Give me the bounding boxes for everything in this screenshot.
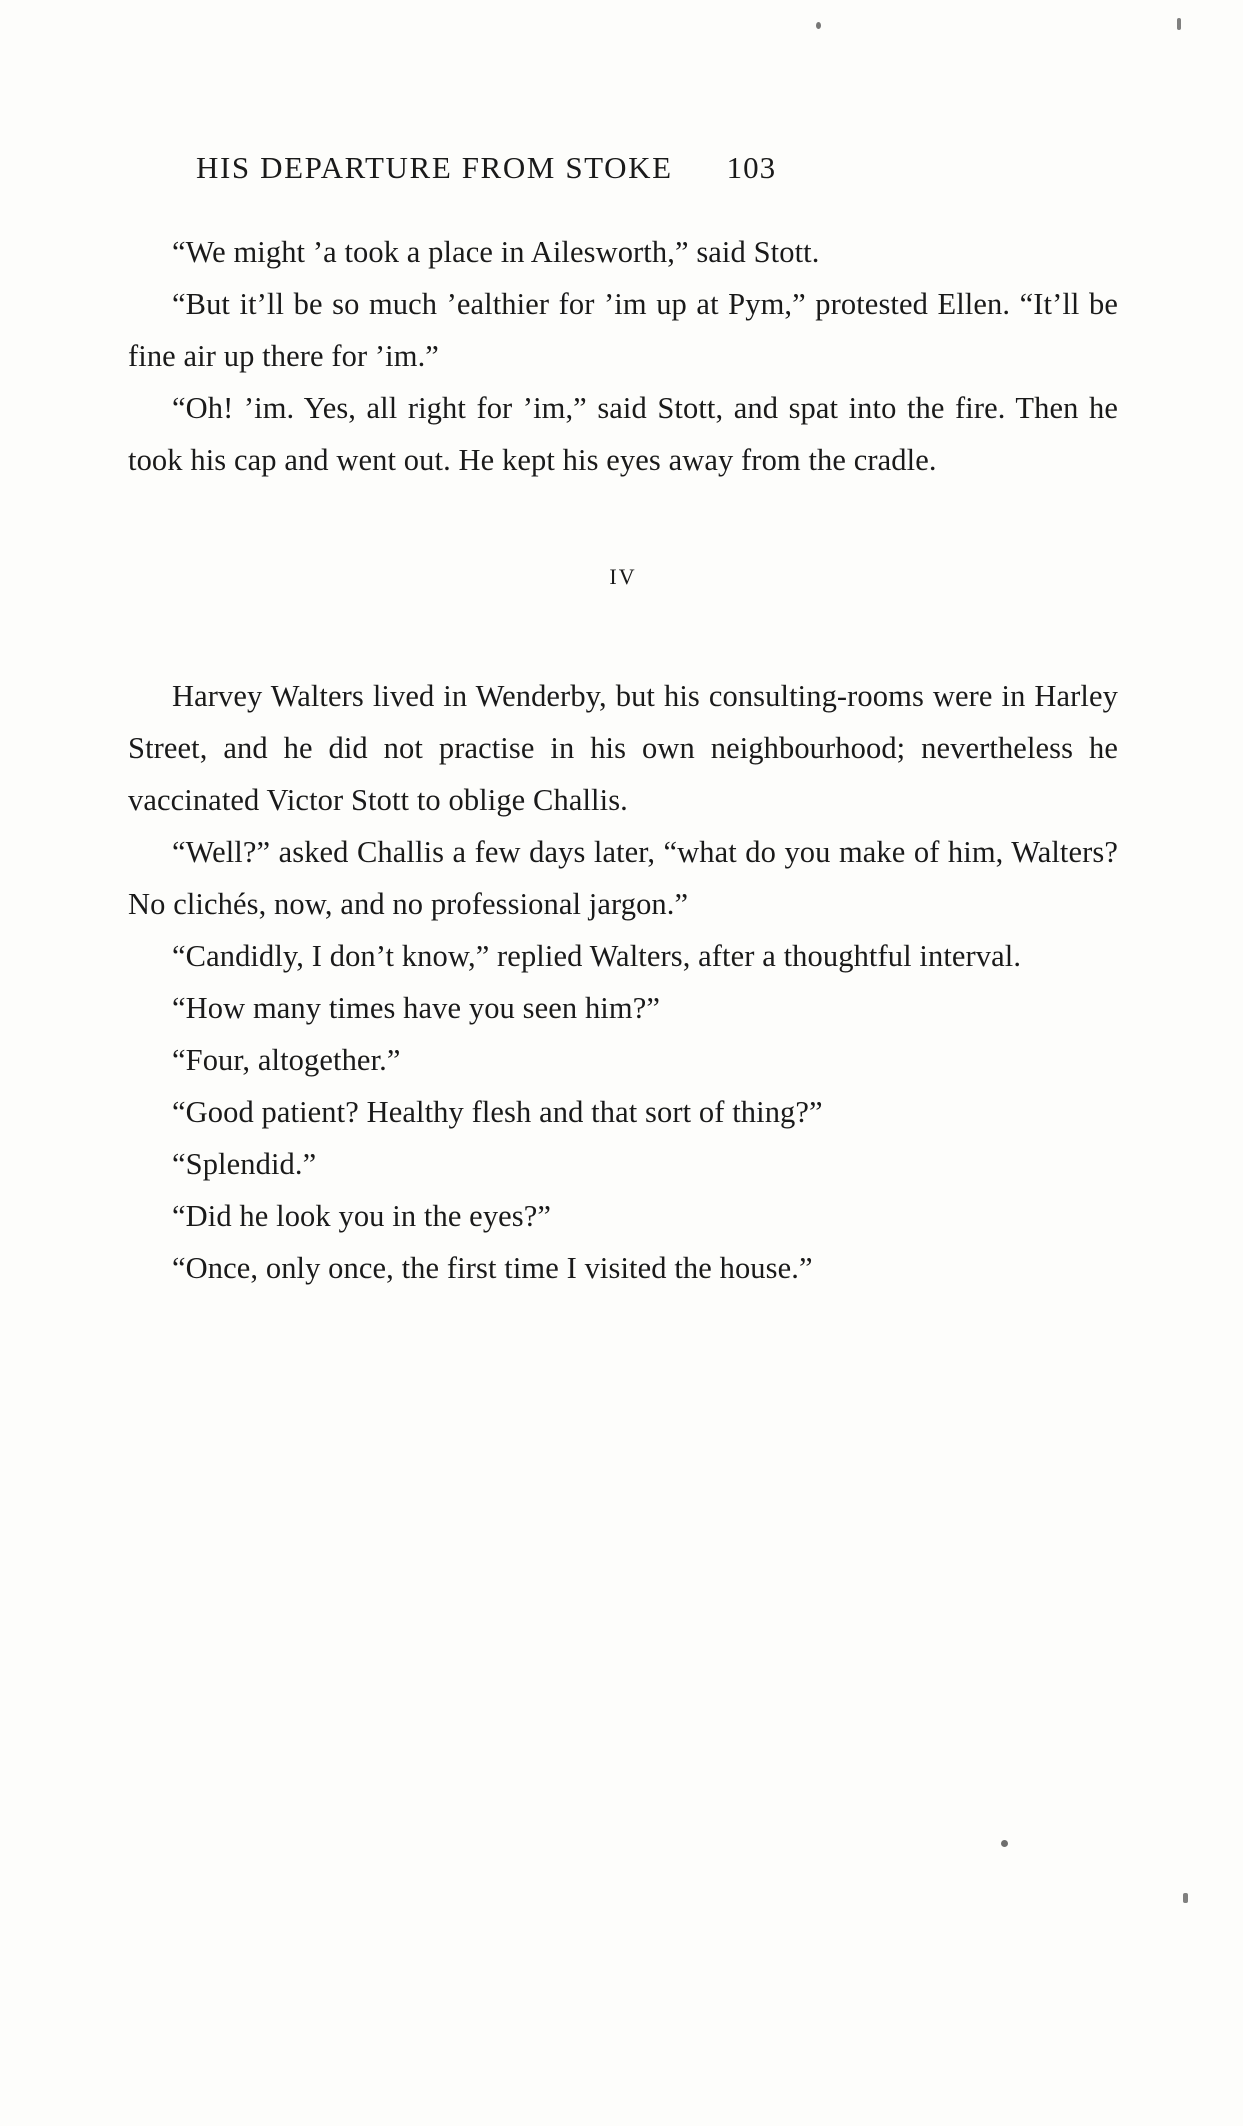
paragraph: “Splendid.” <box>172 1147 317 1181</box>
paragraph: “Oh! ’im. Yes, all right for ’im,” said Stott, and spat into the fire. Then he took his cap and went out. He kept his eyes away from the cradle. <box>128 391 1118 477</box>
paragraph: “How many times have you seen him?” <box>172 991 660 1025</box>
paragraph: “We might ’a took a place in Ailesworth,” said Stott. <box>172 235 820 269</box>
running-head: HIS DEPARTURE FROM STOKE <box>196 150 673 185</box>
section-number: IV <box>609 564 637 589</box>
paragraph: “Once, only once, the first time I visited the house.” <box>172 1251 813 1285</box>
paragraph: Harvey Walters lived in Wenderby, but his consulting-rooms were in Harley Street, and he did not practise in his own neighbourhood; nevertheless he vaccinated Victor Stott to oblige Challis. <box>128 679 1118 817</box>
page-number: 103 <box>726 150 777 185</box>
scan-speck-icon <box>1177 18 1181 30</box>
text-block-after-section <box>128 670 1118 1294</box>
scan-speck-icon <box>1001 1840 1008 1847</box>
text-block-before-section <box>128 226 1118 486</box>
page-header <box>128 150 1118 186</box>
scan-speck-icon <box>1183 1893 1188 1903</box>
paragraph: “Candidly, I don’t know,” replied Walters, after a thoughtful interval. <box>172 939 1022 973</box>
paragraph: “Good patient? Healthy flesh and that sort of thing?” <box>172 1095 823 1129</box>
paragraph: “Well?” asked Challis a few days later, “what do you make of him, Walters? No clichés, now, and no professional jargon.” <box>128 835 1118 921</box>
scan-speck-icon <box>816 22 821 29</box>
paragraph: “Did he look you in the eyes?” <box>172 1199 552 1233</box>
paragraph: “But it’ll be so much ’ealthier for ’im up at Pym,” protested Ellen. “It’ll be fine air up there for ’im.” <box>128 287 1118 373</box>
paragraph: “Four, altogether.” <box>172 1043 401 1077</box>
page-content <box>128 150 1118 1294</box>
